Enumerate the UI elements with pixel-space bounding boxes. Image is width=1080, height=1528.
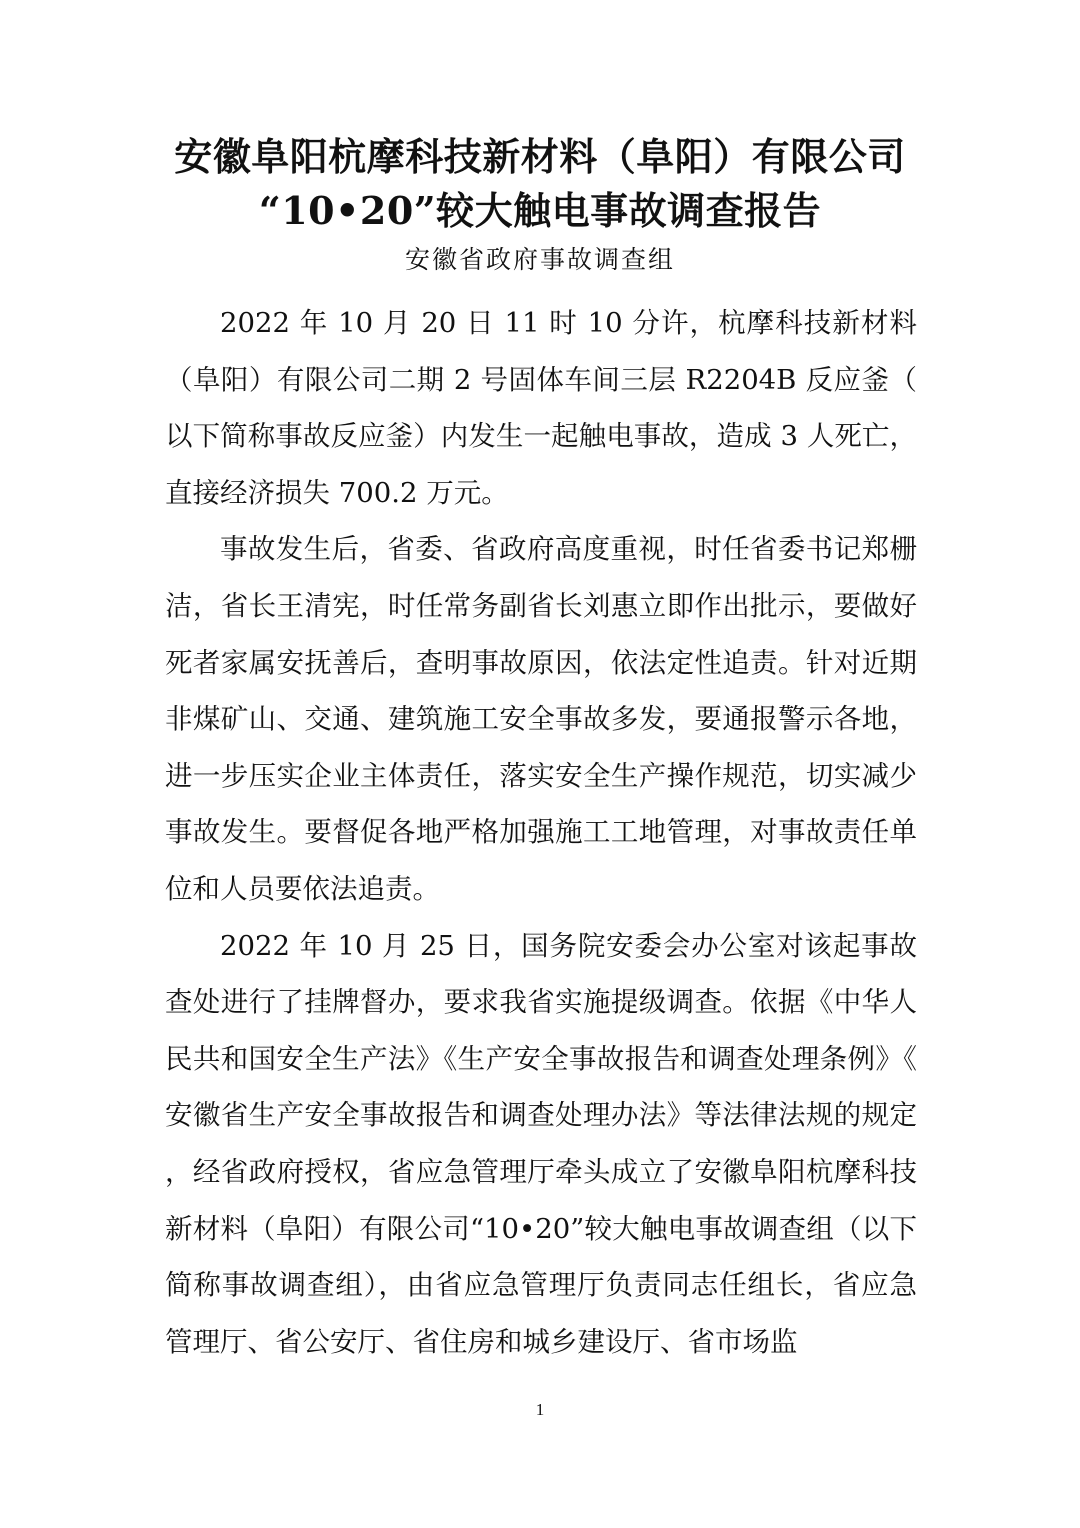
page-number: 1 bbox=[535, 1400, 545, 1419]
report-title-line-2: “10•20”较大触电事故调查报告 bbox=[258, 188, 822, 233]
paragraph-investigation-setup: 2022 年 10 月 25 日，国务院安委会办公室对该起事故查处进行了挂牌督办，要求我省实施提级调查。依据《中华人民共和国安全生产法》《生产安全事故报告和调查处理条例》《安徽省生产安全事故报告和调查处理办法》等法律法规的规定，经省政府授权，省应急管理厅牵头成立了安徽阜阳杭摩科技新材料（阜阳）有限公司“10•20”较大触电事故调查组（以下简称事故调查组），由省应急管理厅负责同志任组长，省应急管理厅、省公安厅、省住房和城乡建设厅、省市场监 bbox=[165, 929, 917, 1358]
report-title-line-1: 安徽阜阳杭摩科技新材料（阜阳）有限公司 bbox=[174, 134, 906, 179]
report-body bbox=[165, 295, 917, 1370]
paragraph-government-response: 事故发生后，省委、省政府高度重视，时任省委书记郑栅洁，省长王清宪，时任常务副省长刘惠立即作出批示，要做好死者家属安抚善后，查明事故原因，依法定性追责。针对近期非煤矿山、交通、建筑施工安全事故多发，要通报警示各地，进一步压实企业主体责任，落实安全生产操作规范，切实减少事故发生。要督促各地严格加强施工工地管理，对事故责任单位和人员要依法追责。 bbox=[165, 533, 917, 905]
paragraph-incident-summary: 2022 年 10 月 20 日 11 时 10 分许，杭摩科技新材料（阜阳）有限公司二期 2 号固体车间三层 R2204B 反应釜（以下简称事故反应釜）内发生一起触电事故，造成 3 人死亡，直接经济损失 700.2 万元。 bbox=[165, 307, 917, 509]
report-author: 安徽省政府事故调查组 bbox=[404, 245, 675, 274]
